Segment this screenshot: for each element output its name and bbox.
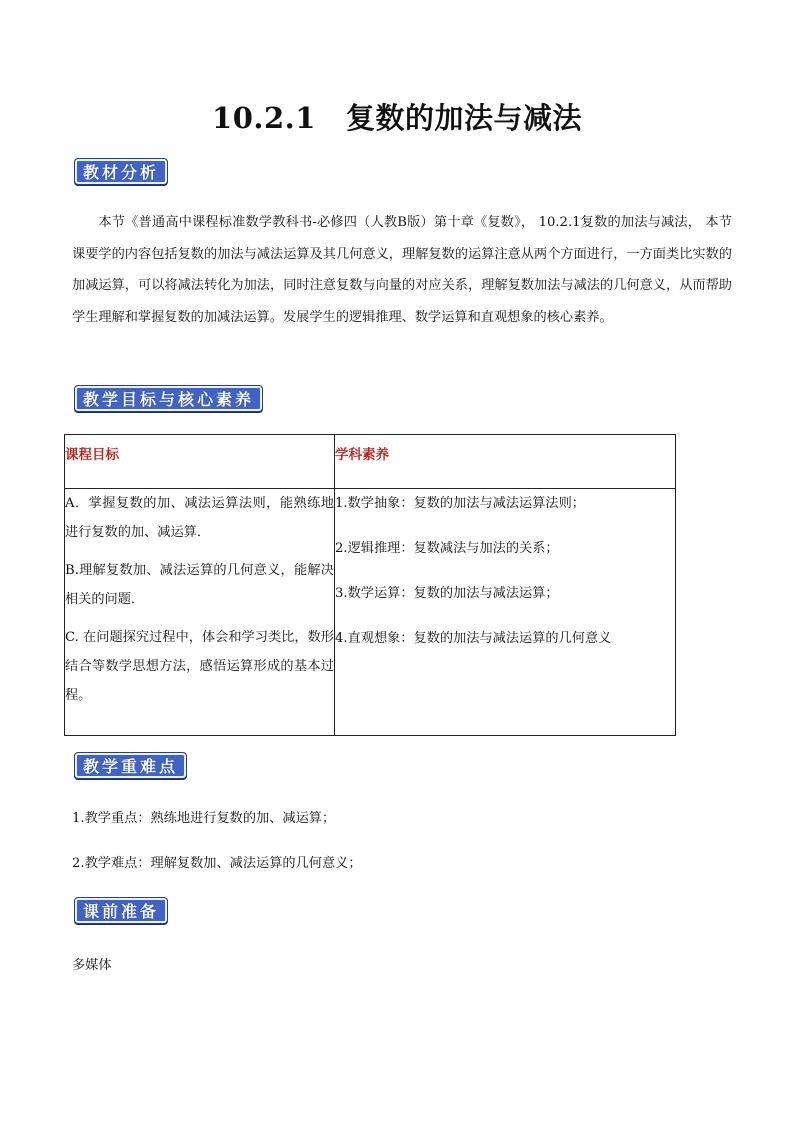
goal-item-a: A．掌握复数的加、减法运算法则，能熟练地进行复数的加、减运算． [65, 496, 334, 540]
title-text: 复数的加法与减法 [345, 101, 582, 135]
literacy-item-1: 1.数学抽象：复数的加法与减法运算法则； [335, 496, 585, 511]
objectives-table [64, 434, 676, 736]
goal-item-b: B.理解复数加、减法运算的几何意义，能解决相关的问题． [65, 563, 334, 607]
literacy-item-2: 2.逻辑推理：复数减法与加法的关系； [335, 541, 559, 556]
section-heading-preparation: 课前准备 [74, 897, 168, 924]
goals-cell [65, 489, 335, 736]
header-core-literacy: 学科素养 [335, 435, 676, 489]
analysis-paragraph: 本节《普通高中课程标准数学教科书-必修四（人教B版）第十章《复数》， 10.2.1复数的加法与减法， 本节课要学的内容包括复数的加法与减法运算及其几何意义，理解复数的运算注意从两个方面进行，一方面类比实数的加减运算，可以将减法转化为加法，同时注意复数与向量的对应关系，理解复数加法与减法的几何意义，从而帮助学生理解和掌握复数的加减法运算。发展学生的逻辑推理、数学运算和直观想象的核心素养。 [72, 215, 732, 325]
difficult-point-item: 2.教学难点：理解复数加、减法运算的几何意义； [72, 856, 362, 871]
section-heading-analysis: 教材分析 [74, 158, 168, 185]
header-course-goals: 课程目标 [65, 435, 335, 489]
section-heading-key-points: 教学重难点 [74, 752, 187, 779]
key-point-item: 1.教学重点：熟练地进行复数的加、减运算； [72, 811, 336, 826]
literacy-item-4: 4.直观想象：复数的加法与减法运算的几何意义 [335, 631, 612, 646]
literacy-cell [335, 489, 676, 736]
page-title [0, 96, 794, 137]
literacy-item-3: 3.数学运算：复数的加法与减法运算； [335, 586, 559, 601]
preparation-content: 多媒体 [72, 958, 112, 973]
table-header-row [65, 435, 676, 489]
section-heading-objectives: 教学目标与核心素养 [74, 385, 263, 412]
title-number: 10.2.1 [212, 101, 316, 135]
goal-item-c: C. 在问题探究过程中，体会和学习类比，数形结合等数学思想方法，感悟运算形成的基本过程。 [65, 630, 334, 703]
table-row [65, 489, 676, 736]
